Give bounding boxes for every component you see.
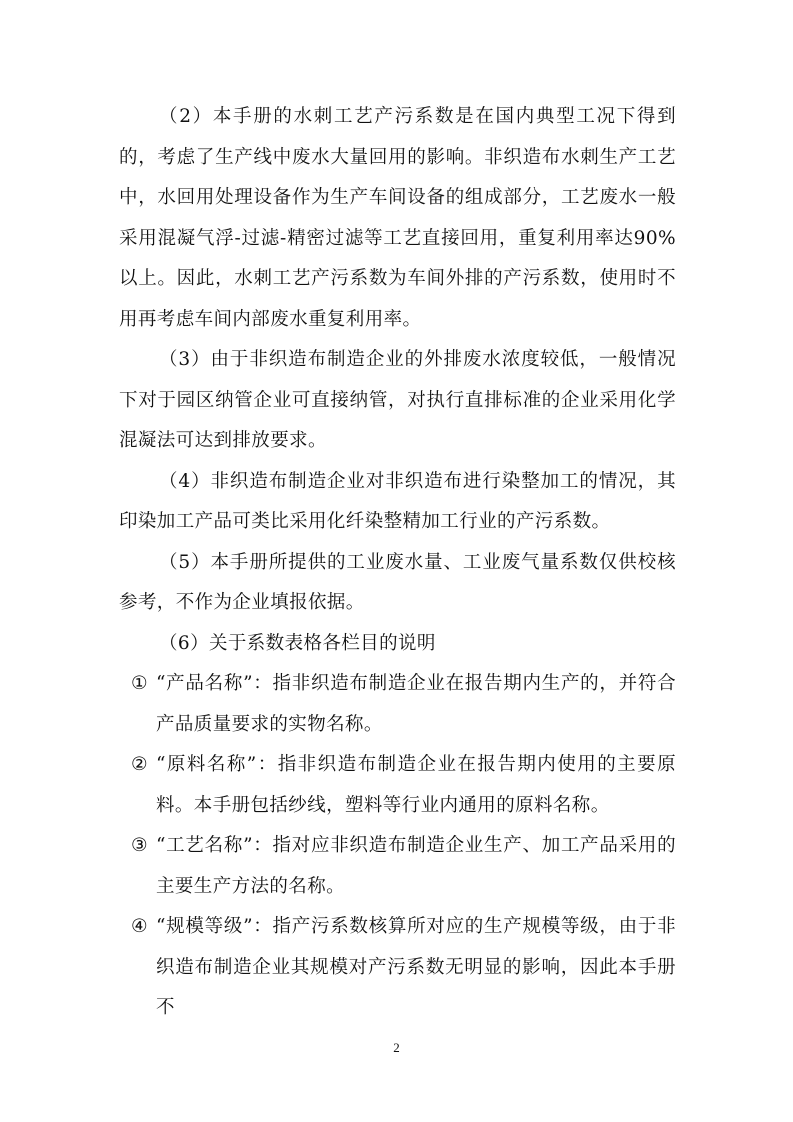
page-content: [119, 97, 676, 1029]
list-marker: ④: [131, 916, 148, 937]
paragraph-4: （4）非织造布制造企业对非织造布进行染整加工的情况，其印染加工产品可类比采用化纤染整精加工行业的产污系数。: [119, 470, 676, 532]
list-item-process-name: [119, 826, 676, 907]
paragraph-6-heading: （6）关于系数表格各栏目的说明: [159, 632, 436, 654]
list-item-text: “规模等级”：指产污系数核算所对应的生产规模等级，由于非织造布制造企业其规模对产污系数无明显的影响，因此本手册不: [156, 916, 676, 1018]
list-item-text: “产品名称”：指非织造布制造企业在报告期内生产的，并符合产品质量要求的实物名称。: [156, 673, 676, 735]
paragraph-3: （3）由于非织造布制造企业的外排废水浓度较低，一般情况下对于园区纳管企业可直接纳管，对执行直排标准的企业采用化学混凝法可达到排放要求。: [119, 349, 676, 451]
list-item-text: “原料名称”：指非织造布制造企业在报告期内使用的主要原料。本手册包括纱线，塑料等行业内通用的原料名称。: [156, 754, 676, 816]
list-item-product-name: [119, 664, 676, 745]
list-item-scale-level: [119, 907, 676, 1029]
list-marker: ③: [131, 835, 148, 856]
list-item-text: “工艺名称”：指对应非织造布制造企业生产、加工产品采用的主要生产方法的名称。: [156, 835, 676, 897]
list-marker: ②: [131, 754, 148, 775]
paragraph-2: （2）本手册的水刺工艺产污系数是在国内典型工况下得到的，考虑了生产线中废水大量回用的影响。非织造布水刺生产工艺中，水回用处理设备作为生产车间设备的组成部分，工艺废水一般采用混凝气浮-过滤-精密过滤等工艺直接回用，重复利用率达90%以上。因此，水刺工艺产污系数为车间外排的产污系数，使用时不用再考虑车间内部废水重复利用率。: [119, 106, 676, 330]
paragraph-5: （5）本手册所提供的工业废水量、工业废气量系数仅供校核参考，不作为企业填报依据。: [119, 551, 676, 613]
list-item-material-name: [119, 745, 676, 826]
list-marker: ①: [131, 673, 148, 694]
page-number: 2: [393, 1040, 400, 1055]
